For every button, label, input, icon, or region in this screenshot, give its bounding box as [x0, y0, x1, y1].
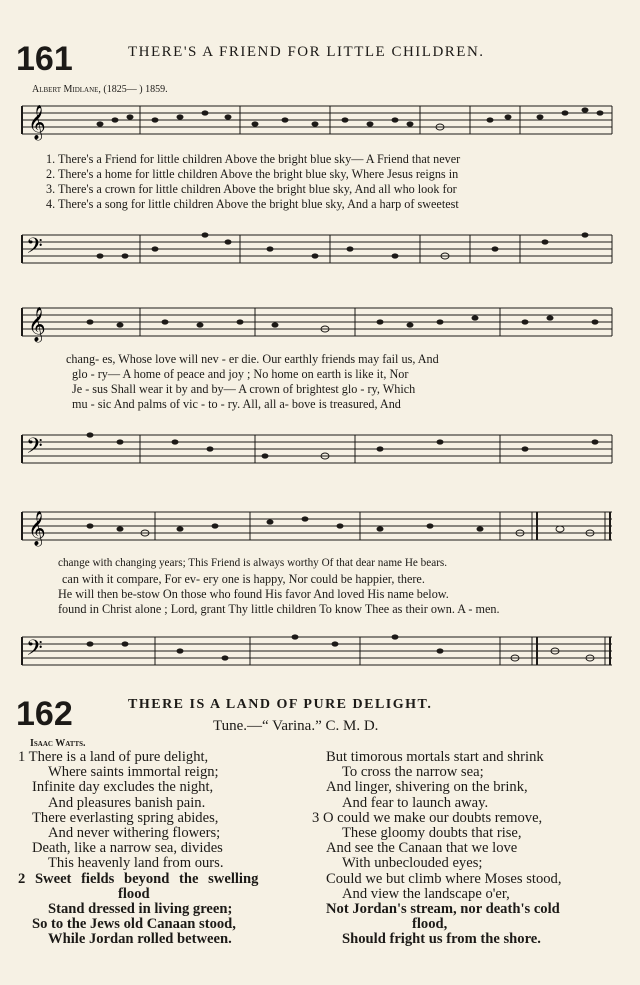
- hymn-number: 162: [16, 695, 73, 733]
- treble-staff-1: [0, 100, 640, 145]
- verse-line: While Jordan rolled between.: [48, 931, 232, 948]
- verse-line: flood,: [412, 916, 448, 933]
- lyric-line: found in Christ alone ; Lord, grant Thy little children To know Thee as their own. A - men.: [58, 602, 500, 616]
- lyric-line: change with changing years; This Friend is always worthy Of that dear name He bears.: [58, 557, 448, 569]
- bass-staff-3: [0, 625, 640, 680]
- verse-line: To cross the narrow sea;: [342, 764, 484, 781]
- verse-line: Death, like a narrow sea, divides: [32, 840, 223, 857]
- verse-column-right: [312, 750, 562, 948]
- verse-line: Not Jordan's stream, nor death's cold: [326, 901, 560, 918]
- lyric-line: 1. There's a Friend for little children Above the bright blue sky— A Friend that never: [46, 152, 461, 166]
- verse-line: But timorous mortals start and shrink: [326, 749, 544, 765]
- author-credit: Isaac Watts.: [30, 738, 86, 749]
- verse-line: 1 There is a land of pure delight,: [18, 749, 209, 765]
- lyric-line: chang- es, Whose love will nev - er die. Our earthly friends may fail us, And: [66, 352, 439, 366]
- lyric-line: 4. There's a song for little children Above the bright blue sky, And a harp of sweetest: [46, 197, 459, 211]
- bass-staff-2: [0, 425, 640, 475]
- verse-line: Could we but climb where Moses stood,: [326, 870, 562, 887]
- lyric-line: mu - sic And palms of vic - to - ry. All, all a- bove is treasured, And: [72, 397, 401, 411]
- verse-line: With unbeclouded eyes;: [342, 855, 483, 872]
- verse-line: And never withering flowers;: [48, 825, 221, 842]
- verse-line: There everlasting spring abides,: [32, 809, 219, 826]
- verse-line: Should fright us from the shore.: [342, 931, 541, 948]
- verse-line: And see the Canaan that we love: [326, 840, 518, 857]
- lyric-line: He will then be-stow On those who found His favor And loved His name below.: [58, 587, 449, 601]
- verse-line: Infinite day excludes the night,: [32, 779, 214, 796]
- verse-line: Where saints immortal reign;: [48, 764, 219, 781]
- lyric-line: 3. There's a crown for little children Above the bright blue sky, And all who look for: [46, 182, 457, 196]
- verse-line: This heavenly land from ours.: [48, 855, 224, 872]
- verse-line: 3 O could we make our doubts remove,: [312, 809, 543, 826]
- hymn-title: THERE IS A LAND OF PURE DELIGHT.: [128, 697, 433, 712]
- verse-line: Stand dressed in living green;: [48, 901, 233, 918]
- author-credit: Albert Midlane, (1825— ) 1859.: [32, 84, 168, 95]
- verse-line: And pleasures banish pain.: [48, 794, 206, 811]
- lyric-line: Je - sus Shall wear it by and by— A crown of brightest glo - ry, Which: [72, 382, 416, 396]
- lyric-line: can with it compare, For ev- ery one is happy, Nor could be happier, there.: [62, 572, 425, 586]
- bass-clef-icon: 𝄢: [26, 434, 43, 463]
- bass-clef-icon: 𝄢: [26, 636, 43, 665]
- treble-clef-icon: 𝄞: [28, 106, 46, 139]
- lyric-line: glo - ry— A home of peace and joy ; No home on earth is like it, Nor: [72, 367, 409, 381]
- verse-line: And linger, shivering on the brink,: [326, 779, 528, 796]
- treble-clef-icon: 𝄞: [28, 512, 46, 545]
- treble-clef-icon: 𝄞: [28, 308, 46, 341]
- treble-staff-2: [0, 300, 640, 345]
- verse-line: So to the Jews old Canaan stood,: [32, 916, 236, 933]
- hymn-title: THERE'S A FRIEND FOR LITTLE CHILDREN.: [128, 44, 485, 60]
- lyric-line: 2. There's a home for little children Above the bright blue sky, Where Jesus reigns in: [46, 167, 459, 181]
- verse-line: These gloomy doubts that rise,: [342, 825, 522, 842]
- treble-staff-3: [0, 505, 640, 550]
- bass-staff-1: [0, 225, 640, 275]
- verse-line: flood: [118, 885, 150, 902]
- verse-line: And view the landscape o'er,: [342, 885, 510, 902]
- tune-line: Tune.—“ Varina.” C. M. D.: [213, 718, 379, 734]
- verse-line: And fear to launch away.: [342, 794, 489, 811]
- hymn-number: 161: [16, 40, 73, 78]
- bass-clef-icon: 𝄢: [26, 234, 43, 263]
- verse-line: 2 Sweet fields beyond the swelling: [18, 870, 259, 887]
- verse-column-left: [18, 750, 258, 948]
